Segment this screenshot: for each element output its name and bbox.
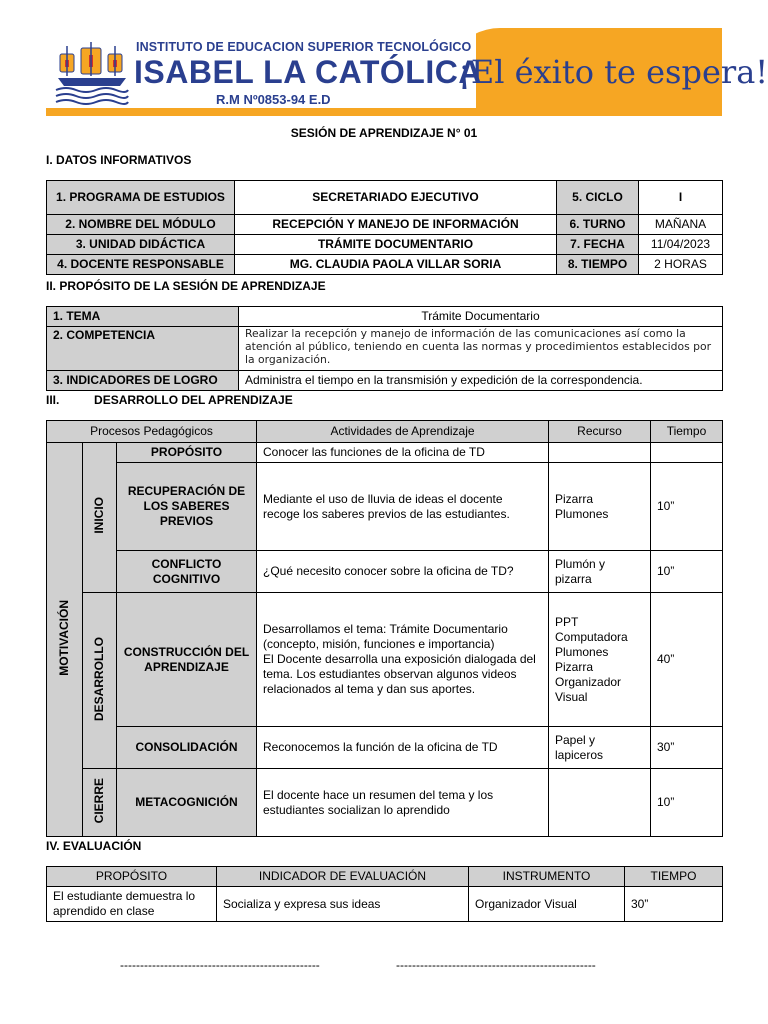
tiempo-cell: [651, 443, 723, 463]
recurso-cell: Pizarra Plumones: [549, 463, 651, 551]
tiempo-cell: 10”: [651, 769, 723, 837]
header-tiempo: Tiempo: [651, 421, 723, 443]
purpose-row: [47, 371, 723, 391]
section-proposito: II. PROPÓSITO DE LA SESIÓN DE APRENDIZAJE: [46, 279, 326, 293]
section-desarrollo-label: DESARROLLO DEL APRENDIZAJE: [94, 393, 293, 407]
actividad-cell: El docente hace un resumen del tema y los estudiantes socializan lo aprendido: [257, 769, 549, 837]
recurso-cell: PPT Computadora Plumones Pizarra Organizador Visual: [549, 593, 651, 727]
inicio-label: INICIO: [92, 497, 106, 534]
tema-label: 1. TEMA: [47, 307, 239, 327]
inicio-cell: [83, 443, 117, 593]
proceso-cell: PROPÓSITO: [117, 443, 257, 463]
eval-header-indicador: INDICADOR DE EVALUACIÓN: [217, 867, 469, 887]
info-key: 8. TIEMPO: [557, 255, 639, 275]
development-row: [47, 727, 723, 769]
actividad-cell: Mediante el uso de lluvia de ideas el docente recoge los saberes previos de las estudiantes.: [257, 463, 549, 551]
signature-line-right: --------------------------------------------------: [396, 958, 596, 972]
eval-header-instrumento: INSTRUMENTO: [469, 867, 625, 887]
purpose-table: [46, 306, 723, 391]
proceso-cell: CONFLICTO COGNITIVO: [117, 551, 257, 593]
banner-bottom-stripe: [46, 108, 722, 116]
proceso-cell: CONSOLIDACIÓN: [117, 727, 257, 769]
evaluation-table: [46, 866, 723, 922]
purpose-row: [47, 307, 723, 327]
indicadores-label: 3. INDICADORES DE LOGRO: [47, 371, 239, 391]
info-label: 1. PROGRAMA DE ESTUDIOS: [47, 181, 235, 215]
header-actividades: Actividades de Aprendizaje: [257, 421, 549, 443]
institute-name: ISABEL LA CATÓLICA: [134, 54, 482, 90]
eval-instrumento: Organizador Visual: [469, 887, 625, 922]
info-key-value: 2 HORAS: [639, 255, 723, 275]
info-row: [47, 235, 723, 255]
info-label: 3. UNIDAD DIDÁCTICA: [47, 235, 235, 255]
info-value: SECRETARIADO EJECUTIVO: [235, 181, 557, 215]
actividad-cell: Reconocemos la función de la oficina de TD: [257, 727, 549, 769]
cierre-cell: [83, 769, 117, 837]
motivacion-label: MOTIVACIÓN: [57, 599, 71, 676]
slogan: ¡El éxito te espera!: [458, 53, 768, 91]
competencia-label: 2. COMPETENCIA: [47, 327, 239, 371]
info-key: 6. TURNO: [557, 215, 639, 235]
development-row: [47, 769, 723, 837]
eval-proposito: El estudiante demuestra lo aprendido en clase: [47, 887, 217, 922]
header-procesos: Procesos Pedagógicos: [47, 421, 257, 443]
proceso-cell: RECUPERACIÓN DE LOS SABERES PREVIOS: [117, 463, 257, 551]
section-evaluacion: IV. EVALUACIÓN: [46, 839, 142, 853]
tema-value: Trámite Documentario: [239, 307, 723, 327]
development-row: [47, 443, 723, 463]
tiempo-cell: 40”: [651, 593, 723, 727]
tiempo-cell: 30”: [651, 727, 723, 769]
institute-type: INSTITUTO DE EDUCACION SUPERIOR TECNOLÓGICO: [136, 40, 472, 54]
recurso-cell: [549, 443, 651, 463]
institute-rm: R.M Nº0853-94 E.D: [216, 92, 331, 107]
info-table: [46, 180, 723, 275]
tiempo-cell: 10”: [651, 463, 723, 551]
info-value: RECEPCIÓN Y MANEJO DE INFORMACIÓN: [235, 215, 557, 235]
cierre-label: CIERRE: [92, 777, 106, 824]
recurso-cell: Papel y lapiceros: [549, 727, 651, 769]
info-label: 2. NOMBRE DEL MÓDULO: [47, 215, 235, 235]
actividad-cell: Desarrollamos el tema: Trámite Documentario (concepto, misión, funciones e importancia) El Docente desarrolla una exposición dialogada del tema. Los estudiantes observan algunos videos relacionados al tema y dan sus aportes.: [257, 593, 549, 727]
document-title: SESIÓN DE APRENDIZAJE N° 01: [290, 126, 478, 140]
info-row: [47, 255, 723, 275]
desarrollo-label: DESARROLLO: [92, 636, 106, 721]
info-label: 4. DOCENTE RESPONSABLE: [47, 255, 235, 275]
info-row: [47, 181, 723, 215]
desarrollo-cell: [83, 593, 117, 769]
development-table: [46, 420, 723, 837]
evaluation-row: [47, 887, 723, 922]
indicadores-value: Administra el tiempo en la transmisión y expedición de la correspondencia.: [239, 371, 723, 391]
actividad-cell: ¿Qué necesito conocer sobre la oficina de TD?: [257, 551, 549, 593]
recurso-cell: [549, 769, 651, 837]
info-key: 7. FECHA: [557, 235, 639, 255]
evaluation-header-row: [47, 867, 723, 887]
header-banner: [46, 28, 768, 116]
info-key-value: 11/04/2023: [639, 235, 723, 255]
development-header-row: [47, 421, 723, 443]
section-desarrollo: [46, 393, 293, 407]
info-key-value: I: [639, 181, 723, 215]
competencia-value: Realizar la recepción y manejo de información de las comunicaciones así como la atención al público, teniendo en cuenta las normas y procedimientos establecidos por la organización.: [239, 327, 723, 371]
development-row: [47, 551, 723, 593]
section-datos-informativos: I. DATOS INFORMATIVOS: [46, 153, 192, 167]
tiempo-cell: 10”: [651, 551, 723, 593]
info-key-value: MAÑANA: [639, 215, 723, 235]
motivacion-cell: [47, 443, 83, 837]
eval-indicador: Socializa y expresa sus ideas: [217, 887, 469, 922]
section-desarrollo-number: III.: [46, 393, 60, 407]
recurso-cell: Plumón y pizarra: [549, 551, 651, 593]
development-row: [47, 463, 723, 551]
info-key: 5. CICLO: [557, 181, 639, 215]
info-value: MG. CLAUDIA PAOLA VILLAR SORIA: [235, 255, 557, 275]
header-recurso: Recurso: [549, 421, 651, 443]
info-value: TRÁMITE DOCUMENTARIO: [235, 235, 557, 255]
eval-header-proposito: PROPÓSITO: [47, 867, 217, 887]
actividad-cell: Conocer las funciones de la oficina de TD: [257, 443, 549, 463]
proceso-cell: METACOGNICIÓN: [117, 769, 257, 837]
eval-tiempo: 30”: [625, 887, 723, 922]
proceso-cell: CONSTRUCCIÓN DEL APRENDIZAJE: [117, 593, 257, 727]
purpose-row: [47, 327, 723, 371]
development-row: [47, 593, 723, 727]
info-row: [47, 215, 723, 235]
ships-logo-icon: [54, 40, 130, 106]
eval-header-tiempo: TIEMPO: [625, 867, 723, 887]
signature-line-left: --------------------------------------------------: [120, 958, 320, 972]
